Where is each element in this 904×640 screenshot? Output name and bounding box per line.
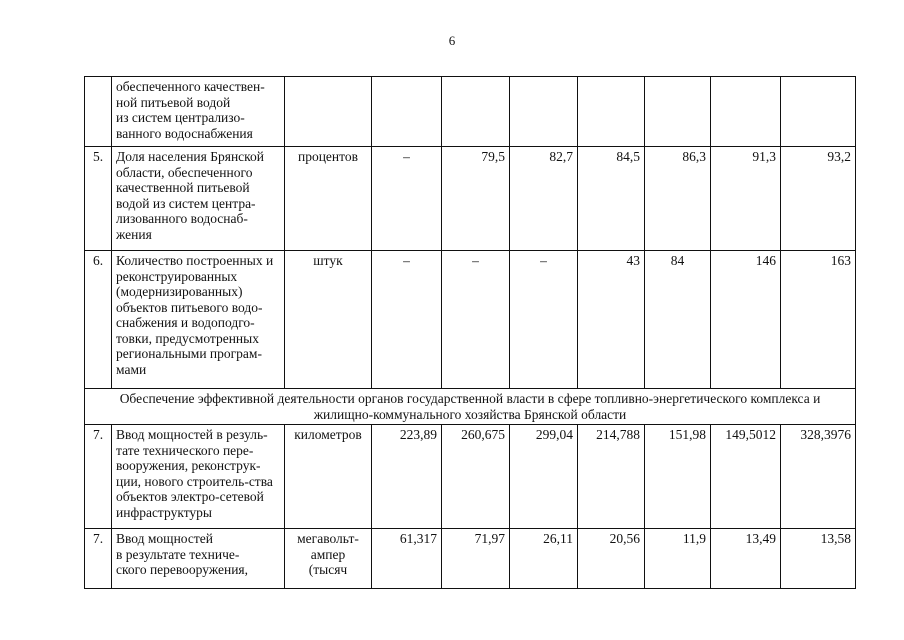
indicators-table bbox=[84, 76, 856, 589]
description-cell: Ввод мощностей в резуль-тате технического пере-вооружения, реконструк-ции, нового строитель-ства объектов электро-сетевой инфраструктуры bbox=[112, 425, 285, 529]
value-cell bbox=[781, 77, 856, 147]
value-cell: 71,97 bbox=[442, 529, 510, 589]
value-cell: 91,3 bbox=[711, 147, 781, 251]
table-row bbox=[85, 77, 856, 147]
value-cell: 151,98 bbox=[645, 425, 711, 529]
row-number-cell: 6. bbox=[85, 251, 112, 389]
value-cell: 223,89 bbox=[372, 425, 442, 529]
description-cell: Количество построенных и реконструированных (модернизированных) объектов питьевого водо-снабжения и водоподго-товки, предусмотренных региональными програм-мами bbox=[112, 251, 285, 389]
value-cell: 26,11 bbox=[510, 529, 578, 589]
table-row bbox=[85, 425, 856, 529]
value-cell: 260,675 bbox=[442, 425, 510, 529]
description-cell: Ввод мощностей в результате техниче- ского перевооружения, bbox=[112, 529, 285, 589]
value-cell: 86,3 bbox=[645, 147, 711, 251]
value-cell: 328,3976 bbox=[781, 425, 856, 529]
value-cell: 146 bbox=[711, 251, 781, 389]
page-number: 6 bbox=[448, 33, 456, 48]
value-cell: 13,58 bbox=[781, 529, 856, 589]
description-cell: обеспеченного качествен- ной питьевой водой из систем централизо- ванного водоснабжения bbox=[112, 77, 285, 147]
value-cell: 299,04 bbox=[510, 425, 578, 529]
unit-cell: процентов bbox=[285, 147, 372, 251]
value-cell: 82,7 bbox=[510, 147, 578, 251]
value-cell: 93,2 bbox=[781, 147, 856, 251]
section-heading: Обеспечение эффективной деятельности органов государственной власти в сфере топливно-энергетического комплекса и жилищно-коммунального хозяйства Брянской области bbox=[85, 389, 856, 425]
value-cell bbox=[510, 77, 578, 147]
unit-cell bbox=[285, 77, 372, 147]
value-cell bbox=[442, 77, 510, 147]
row-number-cell: 7. bbox=[85, 425, 112, 529]
value-cell: 11,9 bbox=[645, 529, 711, 589]
value-cell bbox=[578, 77, 645, 147]
value-cell: 84,5 bbox=[578, 147, 645, 251]
table-row bbox=[85, 251, 856, 389]
value-cell: – bbox=[372, 251, 442, 389]
value-cell: 84 bbox=[645, 251, 711, 389]
value-cell: 163 bbox=[781, 251, 856, 389]
value-cell: – bbox=[372, 147, 442, 251]
value-cell: 79,5 bbox=[442, 147, 510, 251]
table-row bbox=[85, 147, 856, 251]
unit-cell: километров bbox=[285, 425, 372, 529]
row-number-cell: 7. bbox=[85, 529, 112, 589]
value-cell bbox=[711, 77, 781, 147]
value-cell: 43 bbox=[578, 251, 645, 389]
unit-cell: мегавольт- ампер (тысяч bbox=[285, 529, 372, 589]
value-cell: 61,317 bbox=[372, 529, 442, 589]
table-row bbox=[85, 389, 856, 425]
value-cell: 20,56 bbox=[578, 529, 645, 589]
value-cell bbox=[645, 77, 711, 147]
value-cell: 214,788 bbox=[578, 425, 645, 529]
value-cell: – bbox=[510, 251, 578, 389]
row-number-cell bbox=[85, 77, 112, 147]
unit-cell: штук bbox=[285, 251, 372, 389]
row-number-cell: 5. bbox=[85, 147, 112, 251]
value-cell: 13,49 bbox=[711, 529, 781, 589]
value-cell: – bbox=[442, 251, 510, 389]
value-cell: 149,5012 bbox=[711, 425, 781, 529]
description-cell: Доля населения Брянской области, обеспеченного качественной питьевой водой из систем центра-лизованного водоснаб-жения bbox=[112, 147, 285, 251]
table-row bbox=[85, 529, 856, 589]
value-cell bbox=[372, 77, 442, 147]
